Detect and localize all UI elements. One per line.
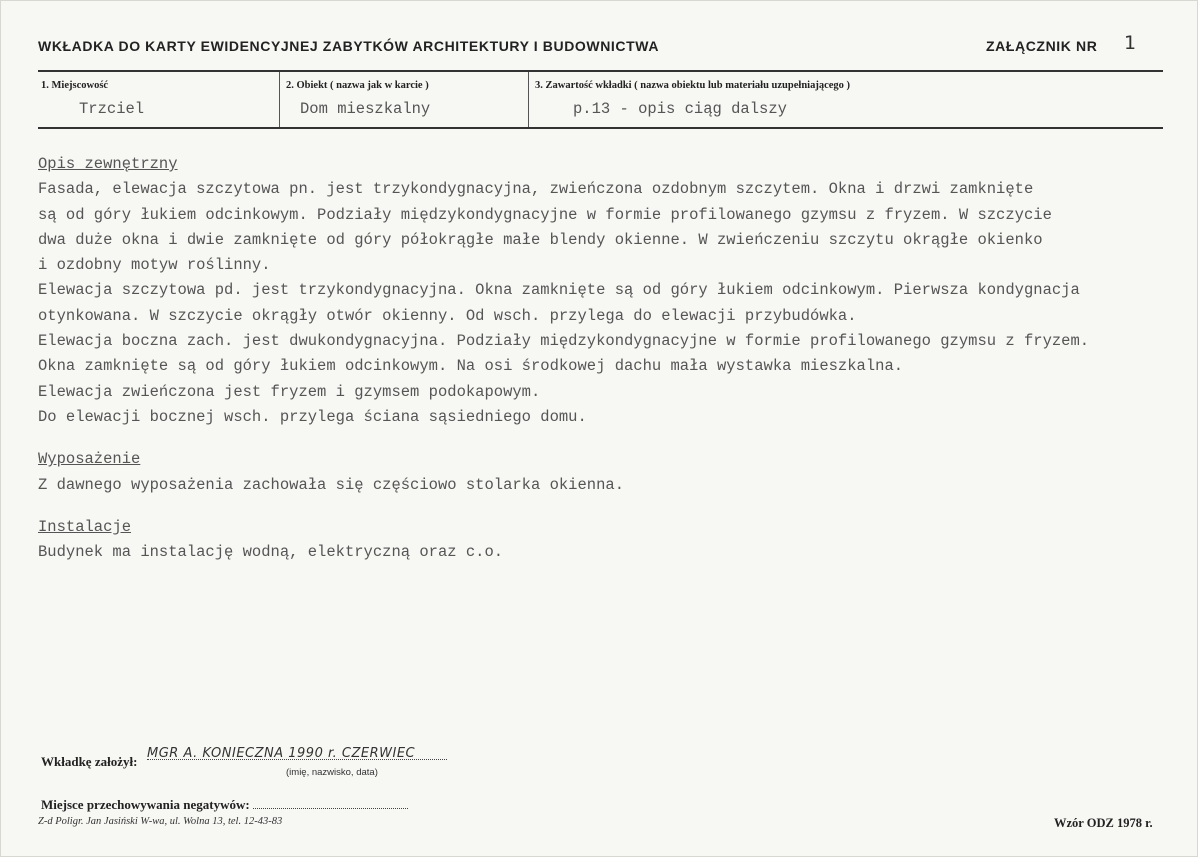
text-line: Elewacja szczytowa pd. jest trzykondygnacyjna. Okna zamknięte są od góry łukiem odcinkowym. Pierwsza kondygnacja xyxy=(38,281,1080,300)
header-rule-bottom xyxy=(38,127,1163,129)
field-content-value: p.13 - opis ciąg dalszy xyxy=(573,100,787,118)
section-heading-exterior: Opis zewnętrzny xyxy=(38,155,178,173)
field-locality-value: Trzciel xyxy=(79,100,145,118)
text-line: są od góry łukiem odcinkowym. Podziały międzykondygnacyjne w formie profilowanego gzymsu z fryzem. W szczycie xyxy=(38,205,1052,224)
text-line: dwa duże okna i dwie zamknięte od góry półokrągłe małe blendy okienne. W zwieńczeniu szczytu okrągłe okienko xyxy=(38,230,1043,249)
text-line: Do elewacji bocznej wsch. przylega ściana sąsiedniego domu. xyxy=(38,407,587,426)
text-line: Budynek ma instalację wodną, elektryczną oraz c.o. xyxy=(38,543,504,562)
text-line: i ozdobny motyw roślinny. xyxy=(38,256,271,275)
annex-label: ZAŁĄCZNIK NR xyxy=(986,38,1098,54)
form-title: WKŁADKA DO KARTY EWIDENCYJNEJ ZABYTKÓW ARCHITEKTURY I BUDOWNICTWA xyxy=(38,38,660,54)
field-object-label: 2. Obiekt ( nazwa jak w karcie ) xyxy=(286,80,429,91)
text-line: Elewacja zwieńczona jest fryzem i gzymsem podokapowym. xyxy=(38,382,541,401)
annex-number: 1 xyxy=(1124,32,1137,54)
author-handwriting: MGR A. KONIECZNA 1990 r. CZERWIEC xyxy=(147,746,416,761)
field-content-label: 3. Zawartość wkładki ( nazwa obiektu lub materiału uzupełniającego ) xyxy=(535,80,851,91)
author-label: Wkładkę założył: xyxy=(41,754,138,769)
text-line: Fasada, elewacja szczytowa pn. jest trzykondygnacyjna, zwieńczona ozdobnym szczytem. Okna i drzwi zamknięte xyxy=(38,180,1034,199)
section-heading-equipment: Wyposażenie xyxy=(38,450,141,469)
description-body xyxy=(38,152,1178,565)
section-heading-installations: Instalacje xyxy=(38,517,132,536)
text-line: Okna zamknięte są od góry łukiem odcinkowym. Na osi środkowej dachu mała wystawka mieszkalna. xyxy=(38,357,904,376)
negatives-dotted-line xyxy=(253,808,408,809)
header-rule-top xyxy=(38,70,1163,72)
author-dotted-line xyxy=(147,759,447,760)
text-line: Z dawnego wyposażenia zachowała się częściowo stolarka okienna. xyxy=(38,475,624,494)
text-line: otynkowana. W szczycie okrągły otwór okienny. Od wsch. przylega do elewacji przybudówka. xyxy=(38,306,857,325)
field-object-value: Dom mieszkalny xyxy=(300,100,431,118)
text-line: Elewacja boczna zach. jest dwukondygnacyjna. Podziały międzykondygnacyjne w formie profilowanego gzymsu z fryzem. xyxy=(38,332,1090,351)
field-separator xyxy=(528,72,529,127)
printer-imprint: Z-d Poligr. Jan Jasiński W-wa, ul. Wolna 13, tel. 12-43-83 xyxy=(38,816,283,827)
author-hint: (imię, nazwisko, data) xyxy=(286,767,378,778)
form-model: Wzór ODZ 1978 r. xyxy=(1054,816,1153,830)
negatives-label: Miejsce przechowywania negatywów: xyxy=(41,797,250,812)
field-separator xyxy=(279,72,280,127)
field-locality-label: 1. Miejscowość xyxy=(41,80,109,91)
